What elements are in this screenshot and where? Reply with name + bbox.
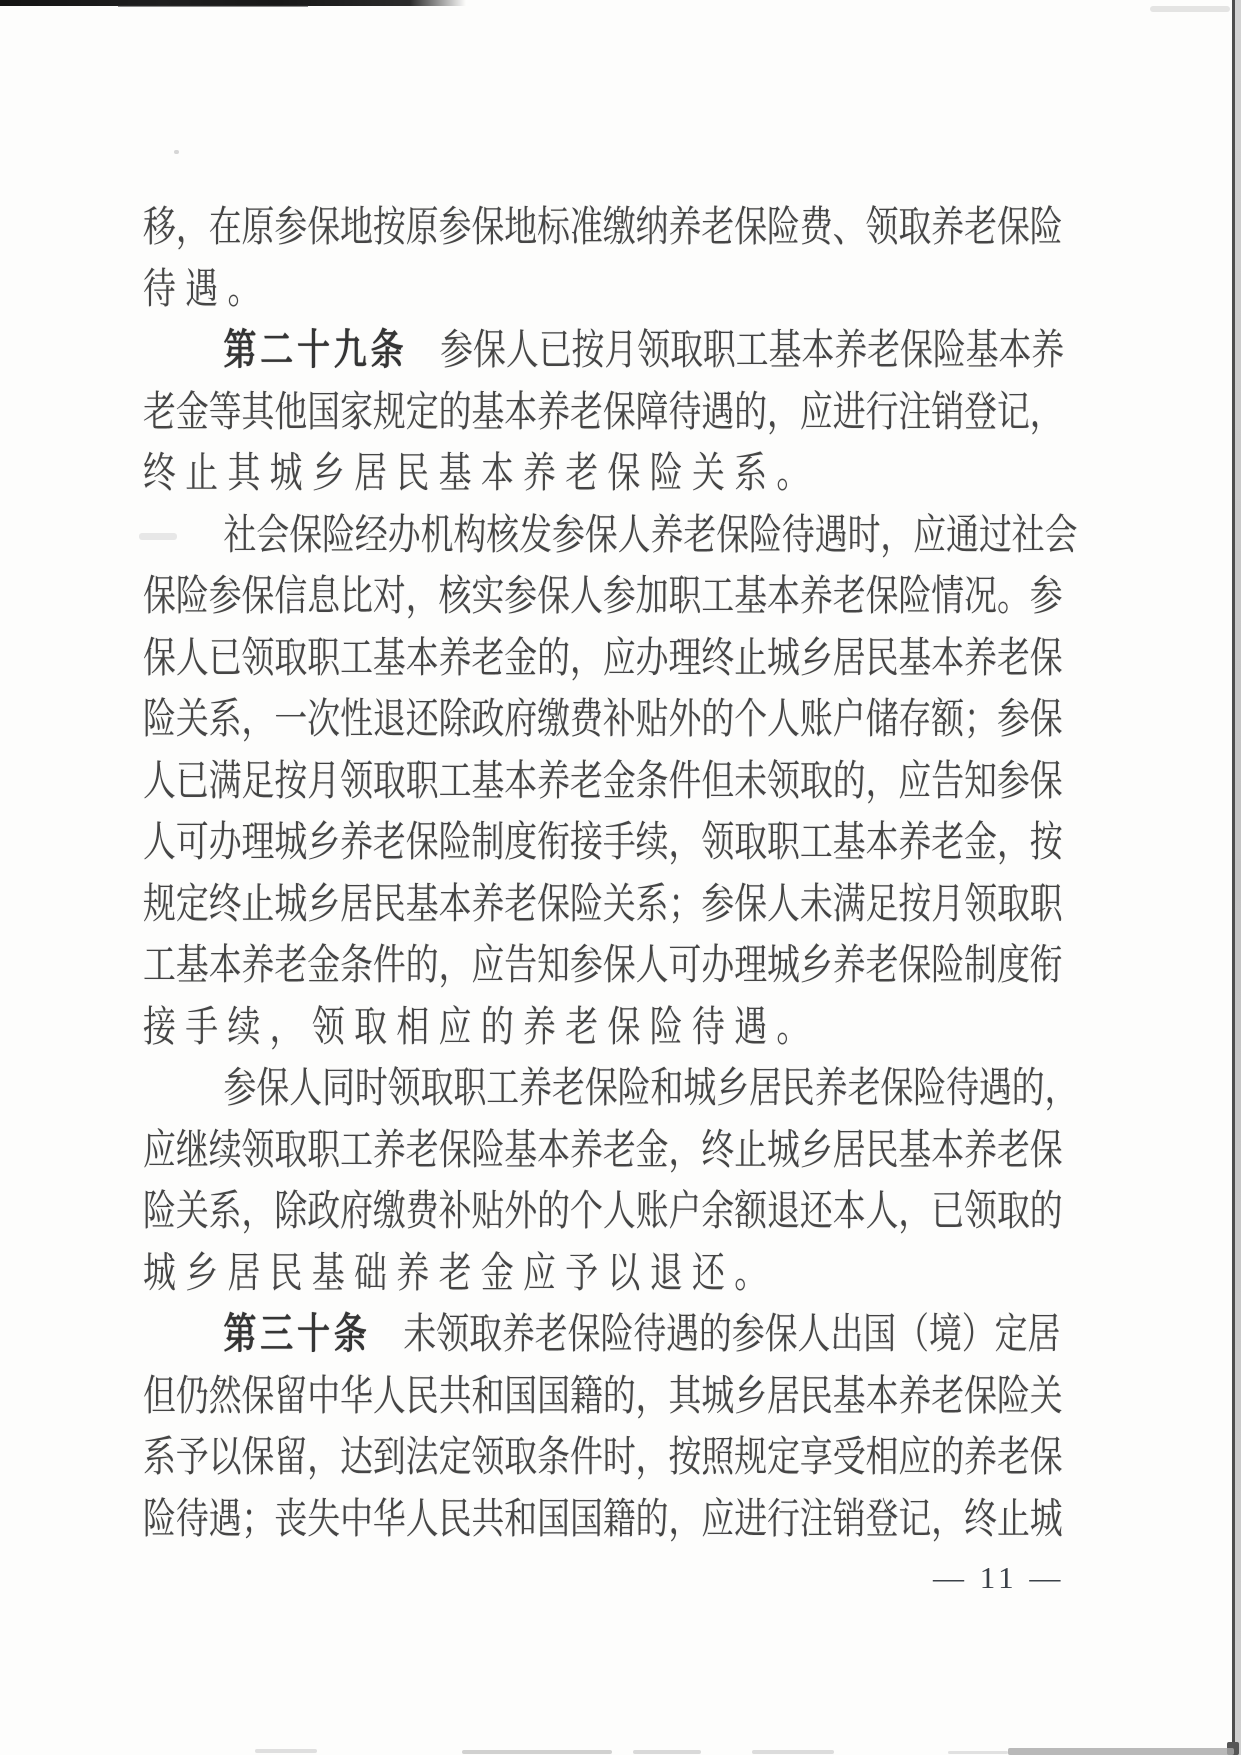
text-line — [143, 1428, 1063, 1490]
text-line — [143, 506, 1078, 568]
page-number: — 11 — — [933, 1560, 1065, 1595]
text-line — [143, 998, 894, 1060]
text-line — [143, 1305, 1061, 1367]
scan-smudge-top-right — [1150, 6, 1230, 12]
text-line — [143, 1244, 894, 1306]
text-line — [143, 813, 1063, 875]
text-segment: 待遇。 — [143, 266, 270, 313]
text-line — [143, 936, 1063, 998]
scan-speck — [174, 150, 179, 154]
text-line — [143, 875, 1063, 937]
scan-smudge-bottom — [255, 1749, 317, 1753]
text-line — [143, 1059, 1078, 1121]
text-line — [143, 690, 1063, 752]
text-segment: 保险参保信息比对，核实参保人参加职工基本养老保险情况。参 — [143, 574, 1063, 620]
text-line — [143, 1490, 1063, 1552]
text-segment: 参保人同时领取职工养老保险和城乡居民养老保险待遇的， — [157, 1066, 1078, 1112]
text-line — [143, 567, 1063, 629]
text-segment: 险关系，一次性退还除政府缴费补贴外的个人账户储存额；参保 — [143, 697, 1063, 743]
text-line — [143, 1367, 1063, 1429]
text-segment: 接手续，领取相应的养老保险待遇。 — [143, 1004, 819, 1051]
text-line — [143, 321, 1065, 383]
text-line — [143, 752, 1063, 814]
text-segment: 但仍然保留中华人民共和国国籍的，其城乡居民基本养老保险关 — [143, 1373, 1063, 1420]
text-segment: 老金等其他国家规定的基本养老保障待遇的，应进行注销登记， — [143, 389, 1063, 436]
text-line — [143, 383, 1063, 445]
text-segment: 未领取养老保险待遇的参保人出国（境）定居 — [370, 1312, 1061, 1358]
scan-smudge-bottom — [752, 1750, 834, 1754]
scan-smudge-bottom — [462, 1750, 612, 1754]
text-segment: 应继续领取职工养老保险基本养老金，终止城乡居民基本养老保 — [143, 1127, 1063, 1174]
text-segment: 社会保险经办机构核发参保人养老保险待遇时，应通过社会 — [157, 512, 1078, 559]
text-line — [143, 1121, 1063, 1183]
text-segment — [158, 328, 224, 374]
article-number-heading: 第三十条 — [223, 1312, 371, 1358]
scan-artifact-top-edge-2 — [118, 5, 308, 7]
document-body — [143, 198, 1103, 1551]
text-segment: 工基本养老金条件的，应告知参保人可办理城乡养老保险制度衔 — [143, 943, 1063, 989]
text-line — [143, 444, 894, 506]
text-line — [143, 1182, 1063, 1244]
article-number-heading: 第二十九条 — [223, 328, 408, 374]
text-segment: 参保人已按月领取职工基本养老保险基本养 — [407, 328, 1065, 374]
text-segment: 移，在原参保地按原参保地标准缴纳养老保险费、领取养老保险 — [143, 205, 1063, 251]
text-segment: 终止其城乡居民基本养老保险关系。 — [143, 451, 819, 497]
text-segment: 规定终止城乡居民基本养老保险关系；参保人未满足按月领取职 — [143, 881, 1063, 928]
text-segment: 人可办理城乡养老保险制度衔接手续，领取职工基本养老金，按 — [143, 820, 1063, 866]
scan-smudge-bottom — [948, 1751, 1008, 1754]
text-segment: 城乡居民基础养老金应予以退还。 — [143, 1250, 777, 1297]
scan-smudge-bottom — [633, 1750, 701, 1754]
text-segment: 险关系，除政府缴费补贴外的个人账户余额退还本人，已领取的 — [143, 1189, 1063, 1235]
text-line — [143, 260, 894, 322]
text-segment: 人已满足按月领取职工基本养老金条件但未领取的，应告知参保 — [143, 758, 1063, 805]
text-segment: 系予以保留，达到法定领取条件时，按照规定享受相应的养老保 — [143, 1435, 1063, 1481]
page-edge-shadow — [1235, 0, 1241, 1755]
text-line — [143, 198, 1063, 260]
text-line — [143, 629, 1063, 691]
text-segment — [158, 1312, 224, 1358]
text-segment: 保人已领取职工基本养老金的，应办理终止城乡居民基本养老保 — [143, 635, 1063, 682]
scan-smudge-bottom — [1008, 1748, 1234, 1755]
text-segment: 险待遇；丧失中华人民共和国国籍的，应进行注销登记，终止城 — [143, 1496, 1063, 1543]
